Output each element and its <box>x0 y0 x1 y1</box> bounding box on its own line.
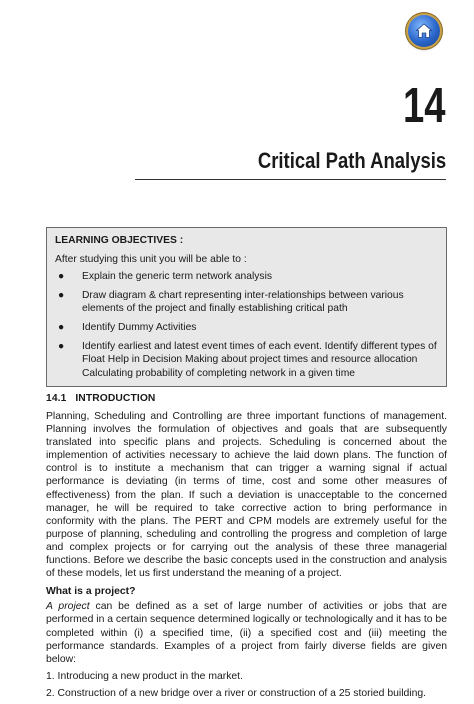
bullet-icon: ● <box>58 340 65 352</box>
bullet-icon: ● <box>58 321 65 333</box>
objective-item <box>55 321 439 335</box>
examples-list <box>46 670 447 700</box>
project-term: A project <box>46 601 90 613</box>
example-item: 1. Introducing a new product in the market. <box>46 670 243 682</box>
title-rule <box>135 179 446 180</box>
section-body <box>46 410 447 704</box>
intro-paragraph: Planning, Scheduling and Controlling are three important functions of management. Planning involves the formulation of objectives and goals that are subsequently translated into specific plans and projects. Scheduling is concerned about the implemention of activities necessary to achieve the laid down plans. The function of control is to institute a mechanism that can trigger a warning signal if actual performance is deviating (in terms of time, cost and some other measures of effectiveness) from the plan. If such a deviation is unacceptable to the concerned manager, he will be required to take corrective action to bring performance in conformity with the plans. The PERT and CPM models are extremely useful for the purpose of planning, scheduling and controlling the progress and completion of large and complex projects or for carrying out the analysis of these three managerial functions. Before we describe the basic concepts used in the construction and analysis of these models, let us first understand the meaning of a project. <box>46 411 447 580</box>
objective-text: Explain the generic term network analysis <box>82 271 273 283</box>
chapter-title: Critical Path Analysis <box>257 148 446 173</box>
objectives-intro: After studying this unit you will be able to : <box>55 253 247 265</box>
objective-item <box>55 289 439 316</box>
bullet-icon: ● <box>58 271 65 283</box>
project-definition-paragraph <box>46 600 447 665</box>
section-heading: 14.1 INTRODUCTION <box>46 393 156 404</box>
objective-text: Identify Dummy Activities <box>82 321 197 333</box>
bullet-icon: ● <box>58 289 65 301</box>
objective-item <box>55 340 439 381</box>
home-icon <box>415 22 433 40</box>
objectives-list <box>55 270 439 380</box>
chapter-number: 14 <box>403 79 446 133</box>
objective-text: Draw diagram & chart representing inter-relationships between various elements of the project and finally establishing critical path <box>82 289 404 315</box>
objective-item <box>55 270 439 284</box>
home-button[interactable] <box>408 15 440 47</box>
objectives-heading: LEARNING OBJECTIVES : <box>55 235 184 246</box>
objective-text: Identify earliest and latest event times of each event. Identify different types of Float Help in Decision Making about project times and resource allocation Calculating probability of completing network in a given time <box>82 340 437 379</box>
subheading: What is a project? <box>46 586 136 598</box>
example-item: 2. Construction of a new bridge over a river or construction of a 25 storied building. <box>46 687 427 699</box>
learning-objectives-box <box>46 227 447 387</box>
project-definition-text: can be defined as a set of large number of activities or jobs that are performed in a certain sequence determined logically or technologically and it has to be completed within (i) a specified time, (ii) a specified cost and (iii) meeting the performance standards. Examples of a project from fairly diverse fields are given below: <box>46 601 447 665</box>
